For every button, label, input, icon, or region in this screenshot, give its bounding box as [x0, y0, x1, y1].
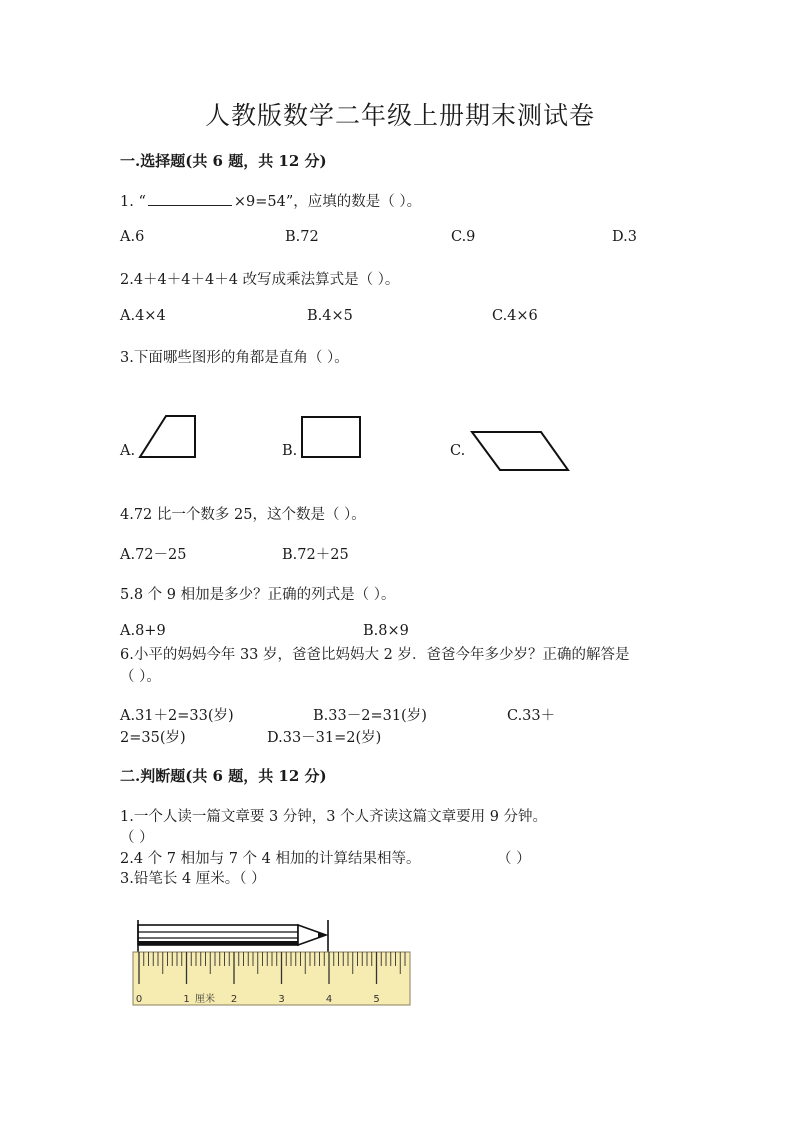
q2-option-b: B.4×5	[307, 308, 353, 324]
question-6-line1: 6.小平的妈妈今年 33 岁，爸爸比妈妈大 2 岁．爸爸今年多少岁？正确的解答是	[120, 647, 630, 663]
q3-option-a: A.	[120, 443, 136, 459]
q3-option-c: C.	[450, 443, 466, 459]
q6-option-a: A.31＋2=33(岁)	[120, 708, 234, 724]
q6-option-c: C.33＋	[507, 708, 556, 724]
q1-option-c: C.9	[451, 229, 476, 245]
question-2: 2.4＋4＋4＋4＋4 改写成乘法算式是（ ）。	[120, 272, 400, 288]
judge-1-line2: （ ）	[120, 830, 154, 846]
question-1-prefix: 1. “	[120, 194, 146, 210]
section-heading-judge: 二.判断题(共 6 题，共 12 分)	[120, 767, 327, 785]
ruler-unit-label: 厘米	[195, 994, 215, 1005]
ruler-label: 1	[183, 994, 190, 1005]
judge-2: 2.4 个 7 相加与 7 个 4 相加的计算结果相等。	[120, 851, 421, 867]
q6-option-d: D.33－31=2(岁)	[267, 730, 382, 746]
q2-option-a: A.4×4	[120, 308, 166, 324]
ruler	[133, 952, 410, 1005]
q5-option-a: A.8+9	[120, 623, 166, 639]
question-1-suffix: ×9=54”，应填的数是（ ）。	[233, 194, 422, 210]
q1-option-b: B.72	[285, 229, 319, 245]
ruler-label: 2	[230, 994, 238, 1005]
question-3: 3.下面哪些图形的角都是直角（ ）。	[120, 350, 349, 366]
q6-option-c-cont: 2=35(岁)	[120, 730, 186, 746]
q3-option-b: B.	[282, 443, 298, 459]
q2-option-c: C.4×6	[492, 308, 538, 324]
section-heading-choice: 一.选择题(共 6 题，共 12 分)	[120, 152, 327, 170]
q4-option-a: A.72－25	[120, 547, 187, 563]
question-5: 5.8 个 9 相加是多少？正确的列式是（ ）。	[120, 587, 396, 603]
pencil-icon	[138, 920, 328, 952]
question-6-line2: （ ）。	[120, 669, 161, 685]
q5-option-b: B.8×9	[363, 623, 409, 639]
judge-1-line1: 1.一个人读一篇文章要 3 分钟，3 个人齐读这篇文章要用 9 分钟。	[120, 809, 548, 825]
judge-3: 3.铅笔长 4 厘米。（ ）	[120, 871, 266, 887]
ruler-label: 4	[325, 994, 333, 1005]
ruler-label: 5	[373, 994, 380, 1005]
ruler-label: 0	[135, 994, 143, 1005]
q6-option-b: B.33－2=31(岁)	[313, 708, 427, 724]
q1-option-a: A.6	[120, 229, 145, 245]
judge-2-paren: （ ）	[497, 851, 531, 867]
question-4: 4.72 比一个数多 25，这个数是（ ）。	[120, 507, 366, 523]
q4-option-b: B.72＋25	[282, 547, 349, 563]
q1-option-d: D.3	[612, 229, 637, 245]
page-title: 人教版数学二年级上册期末测试卷	[204, 101, 595, 130]
ruler-label: 3	[278, 994, 285, 1005]
